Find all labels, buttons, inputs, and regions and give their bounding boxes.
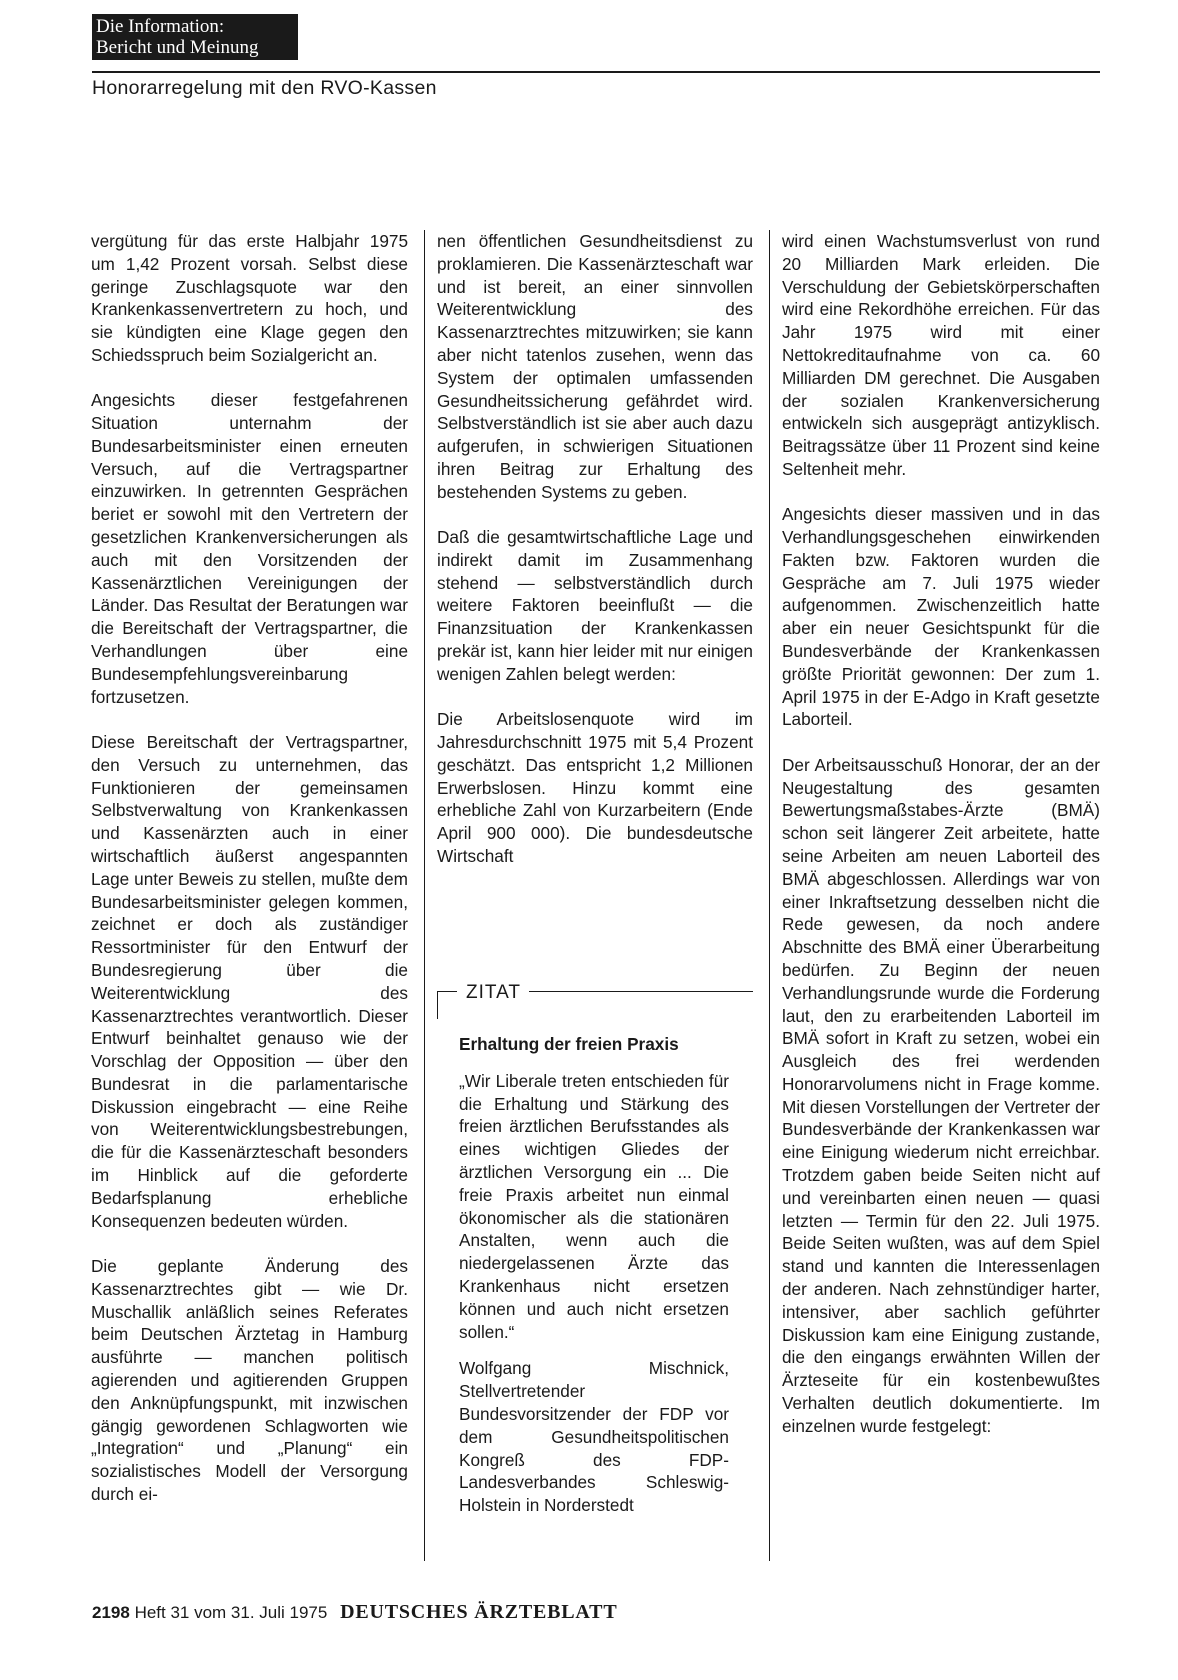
section-tag-line-1: Die Information: <box>96 16 225 37</box>
paragraph: Der Arbeitsausschuß Honorar, der an der Neugestaltung des gesamten Bewertungsmaßstabes-Ärzte (BMÄ) schon seit längerer Zeit arbeitete, hatte seine Arbeiten am neuen Laborteil des BMÄ abgeschlossen. Allerdings war von einer Inkraftsetzung desselben nicht die Rede gewesen, da noch andere Abschnitte des BMÄ einer Überarbeitung bedürfen. Zu Beginn der neuen Verhandlungsrunde wurde die Forderung laut, den zu erarbeitenden Laborteil im BMÄ sofort in Kraft zu setzen, wobei ein Ausgleich des frei werdenden Honorarvolumens nicht in Frage komme. Mit diesen Vorstellungen der Vertreter der Bundesverbände der Krankenkassen war eine Einigung wiederum nicht erreichbar. Trotzdem gaben beide Seiten nicht auf und vereinbarten einen neuen — quasi letzten — Termin für den 22. Juli 1975. Beide Seiten wußten, was auf dem Spiel stand und kannten die Interessenlagen der anderen. Nach zehnstündiger harter, intensiver, aber sachlich geführter Diskussion kam eine Einigung zustande, die den eingangs erwähnten Willen der Ärzteseite für ein kostenbewußtes Verhalten deutlich dokumentierte. Im einzelnen wurde festgelegt: <box>782 754 1100 1436</box>
paragraph: nen öffentlichen Gesundheitsdienst zu proklamieren. Die Kassenärzteschaft war und ist bereit, an einer sinnvollen Weiterentwicklung des Kassenarztrechtes mitzuwirken; sie kann aber nicht tatenlos zusehen, wenn das System der optimalen umfassenden Gesundheitssicherung gefährdet wird. Selbstverständlich ist sie aber auch dazu aufgerufen, in schwierigen Situationen ihren Beitrag zur Erhaltung des bestehenden Systems zu geben. <box>437 231 753 502</box>
quote-label: ZITAT <box>462 982 525 1004</box>
paragraph: Angesichts dieser massiven und in das Verhandlungsgeschehen einwirkenden Fakten bzw. Faktoren wurden die Gespräche am 7. Juli 1975 wieder aufgenommen. Zwischenzeitlich hatte aber ein neuer Gesichtspunkt für die Bundesverbände der Krankenkassen größte Priorität gewonnen: Der zum 1. April 1975 in der E-Adgo in Kraft gesetzte Laborteil. <box>782 504 1100 730</box>
quote-box-border <box>529 991 753 992</box>
paragraph: Angesichts dieser festgefahrenen Situation unternahm der Bundesarbeitsminister einen erneuten Versuch, auf die Vertragspartner einzuwirken. In getrennten Gesprächen beriet er sowohl mit den Vertretern der gesetzlichen Krankenversicherungen als auch mit den Vorsitzenden der Kassenärztlichen Vereinigungen der Länder. Das Resultat der Beratungen war die Bereitschaft der Vertragspartner, die Verhandlungen über eine Bundesempfehlungsvereinbarung fortzusetzen. <box>91 390 408 707</box>
paragraph: Diese Bereitschaft der Vertragspartner, den Versuch zu unternehmen, das Funktionieren der gemeinsamen Selbstverwaltung von Krankenkassen und Kassenärzten auch in einer wirtschaftlich äußerst angespannten Lage unter Beweis zu stellen, mußte dem Bundesarbeitsminister gelegen kommen, zeichnet er doch als zuständiger Ressortminister für den Entwurf der Bundesregierung über die Weiterentwicklung des Kassenarztrechtes verantwortlich. Dieser Entwurf beinhaltet genauso wie der Vorschlag der Opposition — über den Bundesrat in die parlamentarische Diskussion eingebracht — eine Reihe von Weiterentwicklungsbestrebungen, die für die Kassenärzteschaft besonders im Hinblick auf die geforderte Bedarfsplanung erhebliche Konsequenzen bedeuten würden. <box>91 731 408 1231</box>
paragraph: wird einen Wachstumsverlust von rund 20 Milliarden Mark erleiden. Die Verschuldung der Gebietskörperschaften wird eine Rekordhöhe erreichen. Für das Jahr 1975 wird mit einer Nettokreditaufnahme von ca. 60 Milliarden DM gerechnet. Die Ausgaben der sozialen Krankenversicherung entwickeln sich ausgeprägt antizyklisch. Beitragssätze über 11 Prozent sind keine Seltenheit mehr. <box>782 231 1100 479</box>
quote-box <box>437 982 753 1561</box>
quote-attribution: Wolfgang Mischnick, Stellvertretender Bundesvorsitzender der FDP vor dem Gesundheitspolitischen Kongreß des FDP-Landesverbandes Schleswig-Holstein in Norderstedt <box>459 1358 729 1516</box>
page-number: 2198 <box>92 1603 130 1622</box>
quote-box-border <box>437 991 457 992</box>
journal-name: DEUTSCHES ÄRZTEBLATT <box>340 1601 618 1623</box>
column-divider <box>424 230 425 1561</box>
quote-box-border <box>437 991 438 1019</box>
quote-content <box>459 1033 729 1531</box>
quote-title: Erhaltung der freien Praxis <box>459 1034 679 1054</box>
section-tag <box>92 14 298 60</box>
paragraph: Die geplante Änderung des Kassenarztrechtes gibt — wie Dr. Muschallik anläßlich seines Referates beim Deutschen Ärztetag in Hamburg ausführte — manchen politisch agierenden und agitierenden Gruppen den Anknüpfungspunkt, mit inzwischen gängig gewordenen Schlagworten wie „Integration“ und „Planung“ ein sozialistisches Modell der Versorgung durch ei- <box>91 1255 408 1504</box>
column-3 <box>782 230 1100 1460</box>
page-footer <box>92 1601 617 1624</box>
header-rule <box>92 71 1100 73</box>
paragraph: Daß die gesamtwirtschaftliche Lage und indirekt damit im Zusammenhang stehend — selbstverständlich durch weitere Faktoren beeinflußt — die Finanzsituation der Krankenkassen prekär ist, kann hier leider mit nur einigen wenigen Zahlen belegt werden: <box>437 527 753 684</box>
column-divider <box>769 230 770 1561</box>
page-topic: Honorarregelung mit den RVO-Kassen <box>92 77 437 99</box>
paragraph: Die Arbeitslosenquote wird im Jahresdurchschnitt 1975 mit 5,4 Prozent geschätzt. Das entspricht 1,2 Millionen Erwerbslosen. Hinzu kommt eine erhebliche Zahl von Kurzarbeitern (Ende April 900 000). Die bundesdeutsche Wirtschaft <box>437 709 753 866</box>
paragraph: vergütung für das erste Halbjahr 1975 um 1,42 Prozent vorsah. Selbst diese geringe Zuschlagsquote war den Krankenkassenvertretern zu hoch, und sie kündigten eine Klage gegen den Schiedsspruch beim Sozialgericht an. <box>91 231 408 365</box>
issue-info: Heft 31 vom 31. Juli 1975 <box>134 1603 328 1622</box>
quote-text: „Wir Liberale treten entschieden für die Erhaltung und Stärkung des freien ärztlichen Berufsstandes als eines wichtigen Gliedes der ärztlichen Versorgung ein ... Die freie Praxis arbeitet nun einmal ökonomischer als die stationären Anstalten, wenn auch die niedergelassenen Ärzte das Krankenhaus nicht ersetzen können und auch nicht ersetzen sollen.“ <box>459 1070 729 1342</box>
column-2 <box>437 230 753 890</box>
section-tag-line-2: Bericht und Meinung <box>96 37 259 58</box>
column-1 <box>91 230 408 1528</box>
